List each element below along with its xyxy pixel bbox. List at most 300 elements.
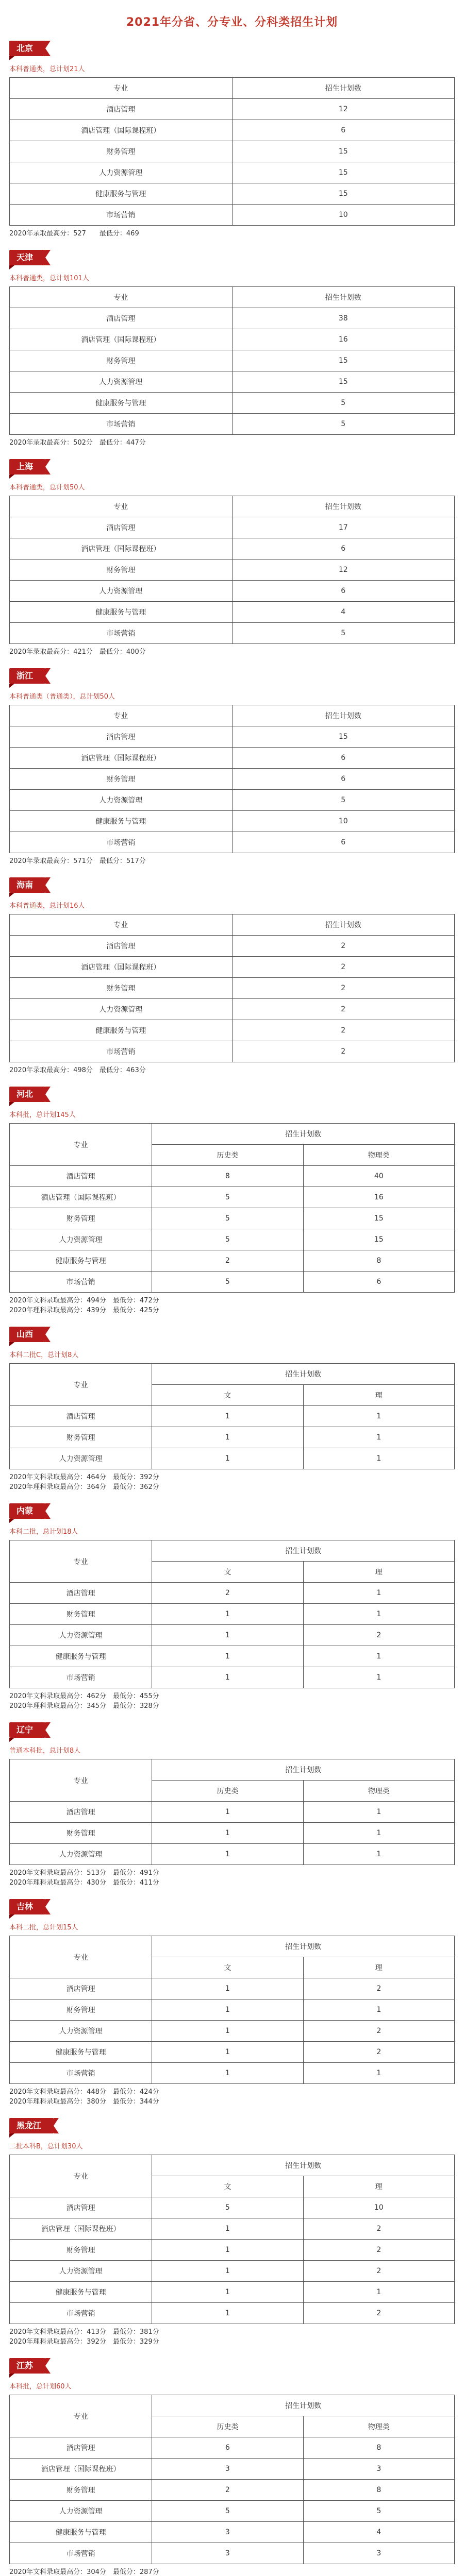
plan-count-cell: 15 [232,183,455,205]
table-header-cell: 专业 [10,1936,152,1978]
major-cell: 酒店管理（国际课程班） [10,2459,152,2480]
plan-count-cell: 15 [232,350,455,371]
region-section [0,1503,464,1711]
plan-count-cell: 15 [232,162,455,183]
plan-table [9,2155,455,2324]
plan-note: 本科二批，总计划15人 [9,1924,78,1931]
major-cell: 酒店管理（国际课程班） [10,538,233,560]
plan-count-cell: 8 [303,1250,454,1272]
major-cell: 市场营销 [10,205,233,226]
plan-count-cell: 5 [303,2501,454,2522]
plan-count-cell: 1 [152,1978,303,1999]
region-tag-wrap [9,1327,464,1349]
table-row [10,329,455,350]
table-header-row [10,496,455,517]
table-row [10,2240,455,2261]
table-row [10,623,455,644]
table-row [10,769,455,790]
plan-count-cell: 1 [152,2261,303,2282]
plan-count-cell: 6 [232,748,455,769]
table-row [10,1166,455,1187]
major-cell: 市场营销 [10,1041,233,1062]
plan-count-cell: 5 [152,1208,303,1229]
table-row [10,141,455,162]
table-header-row [10,2155,455,2176]
major-cell: 健康服务与管理 [10,183,233,205]
plan-count-cell: 5 [152,2197,303,2218]
plan-note: 本科普通类，总计划16人 [9,902,85,910]
major-cell: 酒店管理（国际课程班） [10,748,233,769]
plan-count-cell: 6 [152,2437,303,2459]
score-line-item: 2020年录取最高分：498分 最低分：463分 [9,1066,146,1074]
plan-note: 本科二批，总计划18人 [9,1528,78,1536]
plan-count-cell: 2 [303,2021,454,2042]
plan-count-cell: 1 [303,1823,454,1844]
score-line-item: 2020年录取最高分：502分 最低分：447分 [9,439,146,447]
region-tag-wrap [9,877,464,900]
table-subheader-cell: 理 [303,1385,454,1406]
table-row [10,581,455,602]
major-cell: 健康服务与管理 [10,2522,152,2543]
major-cell: 财务管理 [10,978,233,999]
plan-table [9,1363,455,1469]
score-lines [9,1472,464,1492]
plan-count-cell: 1 [303,1448,454,1469]
plan-count-cell: 6 [232,538,455,560]
score-line-item: 2020年理科录取最高分：392分 最低分：329分 [9,2338,159,2346]
score-line-item: 2020年文科录取最高分：494分 最低分：472分 [9,1297,159,1304]
major-cell: 财务管理 [10,350,233,371]
plan-count-cell: 2 [232,1020,455,1041]
major-cell: 市场营销 [10,2543,152,2564]
plan-count-cell: 2 [152,1583,303,1604]
region-tag-wrap [9,2118,464,2141]
table-header-row [10,1540,455,1562]
plan-count-cell: 6 [232,832,455,853]
region-section [0,1087,464,1315]
plan-count-cell: 8 [152,1166,303,1187]
plan-count-cell: 4 [232,602,455,623]
table-header-cell: 专业 [10,287,233,308]
table-header-cell: 专业 [10,1540,152,1583]
plan-count-cell: 1 [152,1448,303,1469]
major-cell: 酒店管理 [10,1802,152,1823]
table-row [10,999,455,1020]
plan-count-cell: 1 [152,1999,303,2021]
region-section [0,2118,464,2347]
region-tag: 海南 [9,877,45,893]
table-header-cell: 招生计划数 [232,705,455,726]
plan-count-cell: 4 [303,2522,454,2543]
region-tag-wrap [9,668,464,691]
major-cell: 人力资源管理 [10,371,233,393]
table-row [10,832,455,853]
plan-table [9,1540,455,1688]
region-section [0,1327,464,1492]
major-cell: 酒店管理 [10,726,233,748]
plan-count-cell: 12 [232,560,455,581]
table-row [10,183,455,205]
plan-count-cell: 6 [303,1272,454,1293]
score-line-item: 2020年录取最高分：527 最低分：469 [9,230,139,238]
major-cell: 健康服务与管理 [10,2282,152,2303]
major-cell: 人力资源管理 [10,2501,152,2522]
plan-count-cell: 3 [303,2459,454,2480]
plan-count-cell: 2 [303,2303,454,2324]
table-header-row [10,1759,455,1781]
table-row [10,1020,455,1041]
table-row [10,2261,455,2282]
region-tag-wrap [9,250,464,273]
table-row [10,2501,455,2522]
major-cell: 健康服务与管理 [10,2042,152,2063]
plan-count-cell: 2 [303,2218,454,2240]
table-header-cell: 专业 [10,1124,152,1166]
plan-count-cell: 8 [303,2480,454,2501]
score-line-item: 2020年文科录取最高分：462分 最低分：455分 [9,1692,159,1700]
major-cell: 人力资源管理 [10,790,233,811]
plan-note: 本科普通类，总计划21人 [9,65,85,73]
region-tag: 江苏 [9,2358,45,2374]
major-cell: 财务管理 [10,769,233,790]
table-row [10,2459,455,2480]
plan-count-cell: 10 [303,2197,454,2218]
plan-count-cell: 15 [303,1229,454,1250]
major-cell: 市场营销 [10,1667,152,1688]
score-lines [9,1065,464,1075]
plan-count-cell: 1 [303,1999,454,2021]
table-row [10,978,455,999]
regions-list [0,41,464,2576]
table-row [10,2197,455,2218]
plan-count-cell: 1 [152,2282,303,2303]
major-cell: 人力资源管理 [10,2261,152,2282]
table-header-cell: 招生计划数 [232,78,455,99]
table-row [10,1583,455,1604]
plan-count-cell: 5 [232,623,455,644]
table-group-header: 招生计划数 [152,2155,455,2176]
score-line-item: 2020年理科录取最高分：345分 最低分：328分 [9,1702,159,1710]
table-row [10,1823,455,1844]
major-cell: 财务管理 [10,2480,152,2501]
region-tag-wrap [9,1722,464,1745]
major-cell: 酒店管理 [10,2197,152,2218]
plan-count-cell: 2 [232,957,455,978]
plan-table [9,1759,455,1865]
table-header-row [10,287,455,308]
major-cell: 人力资源管理 [10,1448,152,1469]
plan-count-cell: 15 [303,1208,454,1229]
table-subheader-cell: 文 [152,1562,303,1583]
plan-count-cell: 1 [152,2218,303,2240]
table-row [10,308,455,329]
major-cell: 酒店管理（国际课程班） [10,957,233,978]
region-section [0,668,464,866]
plan-note: 普通本科批，总计划8人 [9,1747,81,1755]
table-subheader-cell: 文 [152,2176,303,2197]
table-row [10,1604,455,1625]
score-line-item: 2020年理科录取最高分：439分 最低分：425分 [9,1307,159,1314]
major-cell: 市场营销 [10,1272,152,1293]
table-subheader-cell: 文 [152,1957,303,1978]
score-lines [9,1296,464,1315]
plan-count-cell: 2 [232,1041,455,1062]
table-row [10,1427,455,1448]
table-header-row [10,2395,455,2416]
table-row [10,371,455,393]
major-cell: 市场营销 [10,2063,152,2084]
table-row [10,2218,455,2240]
major-cell: 酒店管理 [10,99,233,120]
plan-count-cell: 38 [232,308,455,329]
major-cell: 财务管理 [10,1427,152,1448]
table-row [10,1802,455,1823]
region-tag: 辽宁 [9,1722,45,1738]
major-cell: 财务管理 [10,1823,152,1844]
table-row [10,560,455,581]
score-lines [9,1868,464,1888]
major-cell: 酒店管理（国际课程班） [10,329,233,350]
plan-count-cell: 10 [232,811,455,832]
table-header-cell: 招生计划数 [232,914,455,936]
major-cell: 财务管理 [10,1208,152,1229]
major-cell: 人力资源管理 [10,1625,152,1646]
table-row [10,1978,455,1999]
major-cell: 人力资源管理 [10,1229,152,1250]
score-lines [9,229,464,239]
table-header-cell: 专业 [10,1364,152,1406]
table-row [10,1646,455,1667]
table-subheader-cell: 历史类 [152,2416,303,2437]
plan-count-cell: 2 [303,2240,454,2261]
plan-count-cell: 40 [303,1166,454,1187]
plan-count-cell: 5 [152,1229,303,1250]
plan-table [9,77,455,226]
score-lines [9,1691,464,1711]
plan-note: 本科普通类，总计划50人 [9,484,85,492]
table-group-header: 招生计划数 [152,1759,455,1781]
plan-note: 本科普通类（普通类），总计划50人 [9,693,115,701]
table-header-cell: 专业 [10,1759,152,1802]
table-header-cell: 专业 [10,2155,152,2197]
plan-count-cell: 2 [152,2480,303,2501]
score-line-item: 2020年文科录取最高分：513分 最低分：491分 [9,1869,159,1877]
region-section [0,2358,464,2576]
score-lines [9,2087,464,2107]
major-cell: 酒店管理 [10,517,233,538]
plan-count-cell: 2 [152,1250,303,1272]
major-cell: 健康服务与管理 [10,1250,152,1272]
plan-count-cell: 5 [152,2501,303,2522]
major-cell: 人力资源管理 [10,2021,152,2042]
table-row [10,1229,455,1250]
table-row [10,1187,455,1208]
plan-note: 本科二批C，总计划8人 [9,1351,79,1359]
major-cell: 酒店管理（国际课程班） [10,120,233,141]
table-group-header: 招生计划数 [152,1936,455,1957]
score-line-item: 2020年理科录取最高分：364分 最低分：362分 [9,1483,159,1491]
table-row [10,1041,455,1062]
region-section [0,1722,464,1888]
plan-count-cell: 1 [152,1844,303,1865]
table-row [10,2522,455,2543]
table-header-cell: 专业 [10,705,233,726]
plan-count-cell: 2 [303,1625,454,1646]
table-row [10,393,455,414]
table-header-cell: 招生计划数 [232,496,455,517]
region-section [0,41,464,239]
plan-count-cell: 16 [303,1187,454,1208]
plan-count-cell: 12 [232,99,455,120]
major-cell: 财务管理 [10,560,233,581]
score-lines [9,647,464,657]
table-row [10,602,455,623]
region-tag: 河北 [9,1087,45,1102]
major-cell: 酒店管理 [10,308,233,329]
table-row [10,414,455,435]
major-cell: 人力资源管理 [10,162,233,183]
plan-count-cell: 1 [303,1406,454,1427]
plan-count-cell: 17 [232,517,455,538]
table-row [10,748,455,769]
plan-count-cell: 2 [232,978,455,999]
table-header-cell: 专业 [10,2395,152,2437]
plan-count-cell: 1 [303,1604,454,1625]
region-tag-wrap [9,2358,464,2381]
plan-count-cell: 2 [303,2261,454,2282]
plan-count-cell: 15 [232,371,455,393]
plan-count-cell: 1 [152,1667,303,1688]
table-row [10,957,455,978]
major-cell: 市场营销 [10,623,233,644]
table-row [10,2543,455,2564]
plan-count-cell: 1 [303,1646,454,1667]
table-subheader-cell: 物理类 [303,1145,454,1166]
plan-count-cell: 1 [303,1583,454,1604]
table-row [10,2063,455,2084]
major-cell: 健康服务与管理 [10,1646,152,1667]
table-subheader-cell: 文 [152,1385,303,1406]
score-line-item: 2020年理科录取最高分：430分 最低分：411分 [9,1879,159,1887]
region-tag: 吉林 [9,1899,45,1914]
table-group-header: 招生计划数 [152,1540,455,1562]
table-row [10,120,455,141]
plan-count-cell: 1 [152,1802,303,1823]
plan-count-cell: 1 [152,2021,303,2042]
major-cell: 健康服务与管理 [10,1020,233,1041]
plan-count-cell: 5 [232,393,455,414]
plan-count-cell: 2 [303,2042,454,2063]
score-line-item: 2020年文科录取最高分：464分 最低分：392分 [9,1473,159,1481]
plan-count-cell: 1 [152,2063,303,2084]
plan-note: 本科批，总计划60人 [9,2383,72,2391]
region-section [0,877,464,1075]
plan-count-cell: 1 [152,2042,303,2063]
score-lines [9,2327,464,2347]
major-cell: 酒店管理 [10,2437,152,2459]
plan-count-cell: 3 [152,2459,303,2480]
table-row [10,1406,455,1427]
table-row [10,2042,455,2063]
table-header-row [10,78,455,99]
major-cell: 健康服务与管理 [10,811,233,832]
table-row [10,1999,455,2021]
region-tag: 上海 [9,459,45,474]
region-tag: 内蒙 [9,1503,45,1519]
region-section [0,459,464,657]
table-row [10,2021,455,2042]
score-lines [9,2567,464,2576]
table-header-row [10,705,455,726]
table-subheader-cell: 物理类 [303,1781,454,1802]
plan-count-cell: 1 [303,2063,454,2084]
major-cell: 酒店管理（国际课程班） [10,2218,152,2240]
score-line-item: 2020年录取最高分：571分 最低分：517分 [9,857,146,865]
table-header-cell: 专业 [10,496,233,517]
major-cell: 酒店管理 [10,936,233,957]
plan-count-cell: 1 [152,1427,303,1448]
table-row [10,1844,455,1865]
score-lines [9,438,464,448]
major-cell: 酒店管理 [10,1583,152,1604]
region-tag-wrap [9,1899,464,1922]
table-header-row [10,1124,455,1145]
plan-count-cell: 1 [152,1823,303,1844]
score-line-item: 2020年理科录取最高分：380分 最低分：344分 [9,2098,159,2106]
plan-table [9,914,455,1062]
plan-table [9,2395,455,2564]
plan-count-cell: 3 [152,2522,303,2543]
plan-note: 二批本科B，总计划30人 [9,2143,83,2150]
plan-count-cell: 1 [303,1427,454,1448]
table-row [10,350,455,371]
region-section [0,1899,464,2107]
table-header-row [10,1936,455,1957]
plan-note: 本科普通类，总计划101人 [9,275,89,282]
table-row [10,538,455,560]
major-cell: 市场营销 [10,414,233,435]
region-tag: 浙江 [9,668,45,684]
score-line-item: 2020年文科录取最高分：448分 最低分：424分 [9,2088,159,2096]
region-tag-wrap [9,459,464,482]
plan-count-cell: 2 [303,1978,454,1999]
major-cell: 健康服务与管理 [10,393,233,414]
region-tag: 山西 [9,1327,45,1342]
plan-count-cell: 6 [232,581,455,602]
plan-count-cell: 5 [152,1272,303,1293]
region-tag-wrap [9,41,464,63]
plan-count-cell: 1 [303,2282,454,2303]
plan-count-cell: 10 [232,205,455,226]
plan-count-cell: 5 [232,414,455,435]
plan-count-cell: 15 [232,141,455,162]
table-row [10,2303,455,2324]
table-row [10,811,455,832]
plan-table [9,1936,455,2084]
plan-count-cell: 2 [232,936,455,957]
major-cell: 财务管理 [10,2240,152,2261]
major-cell: 人力资源管理 [10,999,233,1020]
plan-count-cell: 1 [152,1646,303,1667]
table-row [10,2480,455,2501]
table-row [10,1625,455,1646]
major-cell: 财务管理 [10,141,233,162]
major-cell: 市场营销 [10,2303,152,2324]
table-row [10,1208,455,1229]
table-group-header: 招生计划数 [152,1364,455,1385]
table-row [10,1448,455,1469]
page-title: 2021年分省、分专业、分科类招生计划 [126,16,338,29]
